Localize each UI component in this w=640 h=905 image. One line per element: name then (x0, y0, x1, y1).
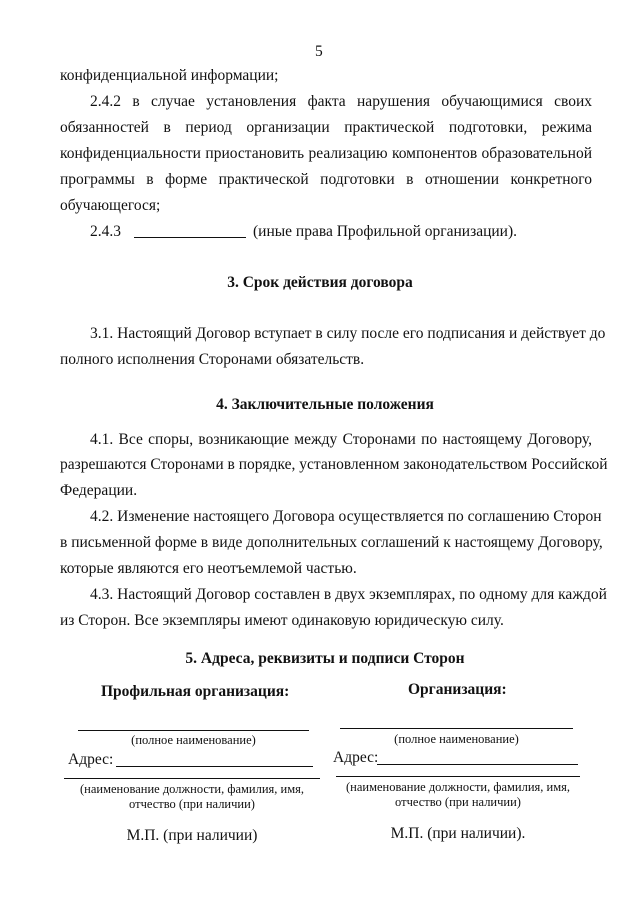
text-line: (иные права Профильной организации). (253, 223, 518, 240)
position-caption: отчество (при наличии) (395, 795, 521, 809)
text-line: обязанностей в период организации практической подготовки, режима (60, 119, 592, 136)
position-caption: (наименование должности, фамилия, имя, (80, 782, 304, 796)
position-line (64, 778, 320, 779)
text-line: Федерации. (60, 482, 138, 499)
text-line: 4.2. Изменение настоящего Договора осуществляется по соглашению Сторон (90, 508, 602, 525)
section-heading: 4. Заключительные положения (216, 396, 434, 413)
text-line: полного исполнения Сторонами обязательств. (60, 351, 365, 368)
address-line (377, 764, 578, 765)
text-line: конфиденциальности приостановить реализацию компонентов образовательной (60, 145, 592, 162)
position-caption: отчество (при наличии) (129, 797, 255, 811)
text-line: из Сторон. Все экземпляры имеют одинаковую юридическую силу. (60, 612, 504, 629)
text-line: разрешаются Сторонами в порядке, установленном законодательством Российской (60, 456, 608, 473)
right-party-heading: Организация: (408, 681, 507, 698)
text-line: в письменной форме в виде дополнительных соглашений к настоящему Договору, (60, 534, 603, 551)
section-heading: 3. Срок действия договора (227, 274, 413, 291)
position-line (336, 776, 580, 777)
text-line: конфиденциальной информации; (60, 67, 279, 84)
left-party-heading: Профильная организация: (101, 683, 290, 700)
text-line: программы в форме практической подготовки в отношении конкретного (60, 171, 592, 188)
text-line: обучающегося; (60, 197, 161, 214)
name-line (78, 730, 309, 731)
address-line (116, 766, 313, 767)
blank-line (134, 237, 246, 238)
text-line: 4.3. Настоящий Договор составлен в двух экземплярах, по одному для каждой (90, 586, 607, 603)
page-number: 5 (315, 43, 323, 60)
name-caption: (полное наименование) (394, 732, 519, 746)
stamp-label: М.П. (при наличии). (390, 825, 526, 842)
position-caption: (наименование должности, фамилия, имя, (346, 780, 570, 794)
text-line: 2.4.2 в случае установления факта нарушения обучающимися своих (90, 93, 592, 110)
name-caption: (полное наименование) (131, 733, 256, 747)
section-heading: 5. Адреса, реквизиты и подписи Сторон (185, 650, 465, 667)
text-line: 3.1. Настоящий Договор вступает в силу после его подписания и действует до (90, 325, 606, 342)
text-line: 4.1. Все споры, возникающие между Сторонами по настоящему Договору, (90, 431, 592, 448)
address-label: Адрес: (333, 749, 379, 766)
address-label: Адрес: (68, 751, 114, 768)
text-line: которые являются его неотъемлемой частью. (60, 560, 357, 577)
stamp-label: М.П. (при наличии) (126, 827, 258, 844)
clause-number: 2.4.3 (90, 223, 121, 240)
name-line (340, 728, 573, 729)
